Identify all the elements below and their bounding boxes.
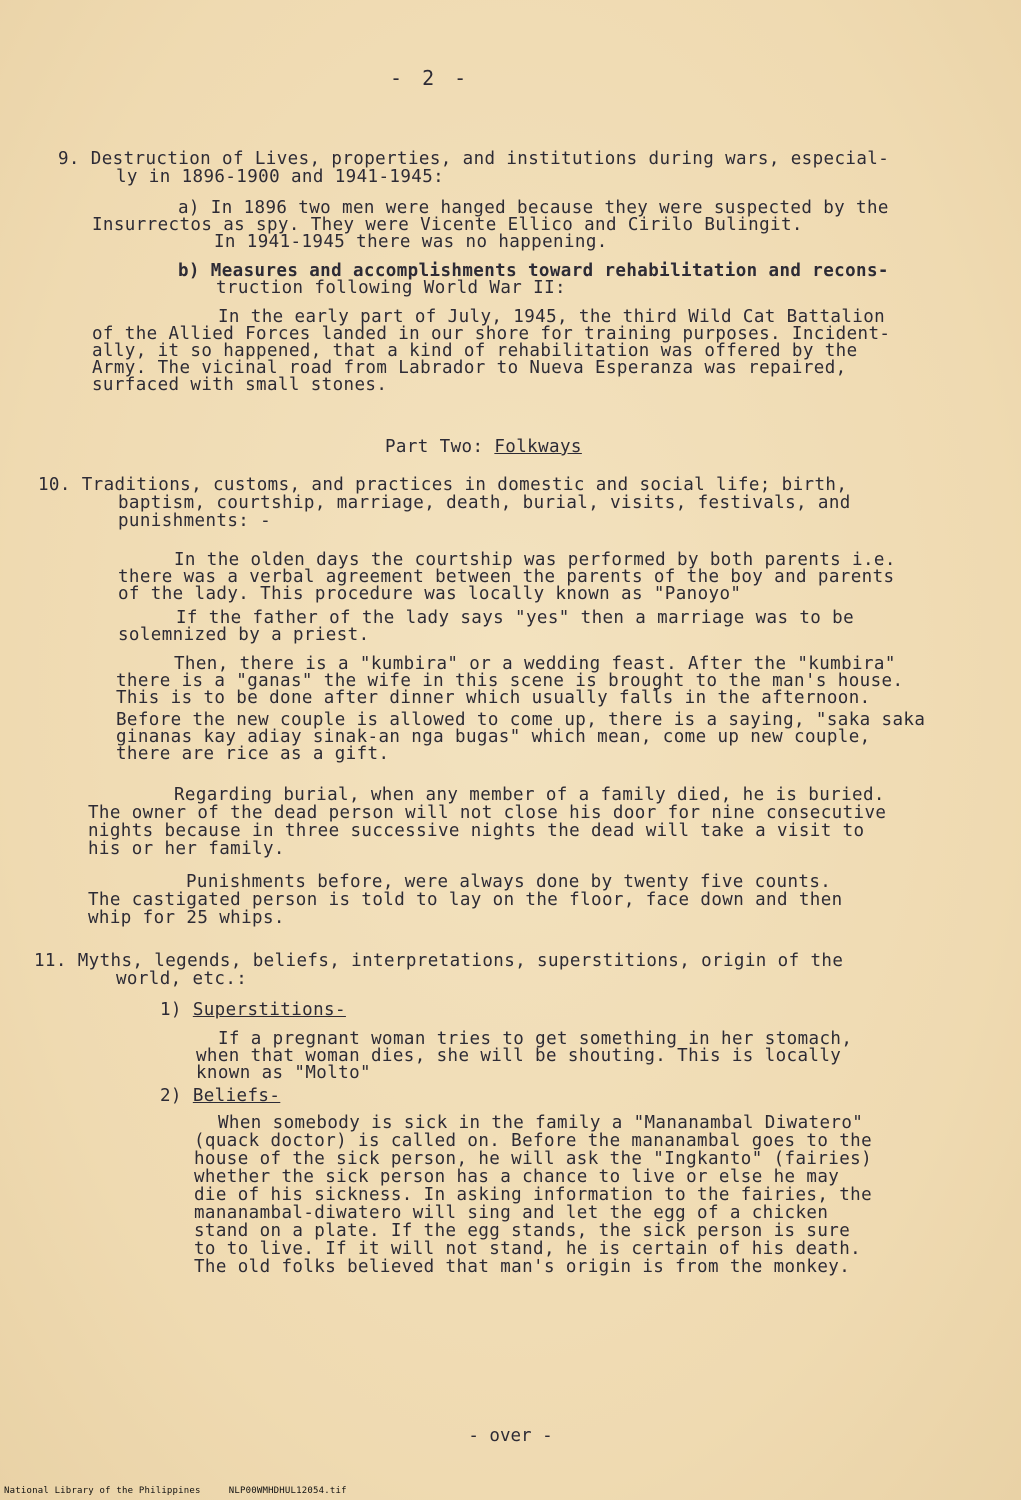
superstitions-title: Superstitions- (192, 1000, 346, 1020)
superstitions-line2: when that woman dies, she will be shouting. This is locally (196, 1046, 842, 1066)
section10-heading-line1: 10. Traditions, customs, and practices in domestic and social life; birth, (38, 475, 848, 495)
section9b-para-line4: Army. The vicinal road from Labrador to Nueva Esperanza was repaired, (92, 358, 847, 378)
beliefs-line9: The old folks believed that man's origin is from the monkey. (194, 1257, 851, 1277)
beliefs-line8: to to live. If it will not stand, he is certain of his death. (194, 1239, 862, 1259)
section9-heading-line2: ly in 1896-1900 and 1941-1945: (116, 167, 445, 187)
section9b-para-line1: In the early part of July, 1945, the third Wild Cat Battalion (218, 307, 886, 327)
archive-footer: National Library of the Philippines NLP00WMHDHUL12054.tif (4, 1486, 347, 1496)
beliefs-line2: (quack doctor) is called on. Before the mananambal goes to the (194, 1131, 873, 1151)
section10-p2-line3: This is to be done after dinner which usually falls in the afternoon. (116, 688, 871, 708)
section9b-para-line3: ally, it so happened, that a kind of rehabilitation was offered by the (92, 341, 858, 361)
section9a-line3: In 1941-1945 there was no happening. (214, 232, 608, 252)
section10-p2-line6: there are rice as a gift. (116, 744, 390, 764)
beliefs-line3: house of the sick person, he will ask the "Ingkanto" (fairies) (194, 1149, 873, 1169)
section9a-line1: a) In 1896 two men were hanged because they were suspected by the (178, 198, 889, 218)
section9a-line2: Insurrectos as spy. They were Vicente Ellico and Cirilo Bulingit. (92, 215, 803, 235)
section9b-para-line5: surfaced with small stones. (92, 375, 388, 395)
section10-p1-line1: In the olden days the courtship was performed by both parents i.e. (174, 550, 896, 570)
superstitions-heading (160, 1001, 346, 1020)
beliefs-line4: whether the sick person has a chance to live or else he may (194, 1167, 840, 1187)
section9-heading-line1: 9. Destruction of Lives, properties, and institutions during wars, especial- (58, 149, 890, 169)
superstitions-line1: If a pregnant woman tries to get something in her stomach, (218, 1029, 853, 1049)
beliefs-heading (160, 1087, 280, 1106)
section9b-heading-line2: truction following World War II: (216, 278, 566, 298)
section10-p4-line2: The castigated person is told to lay on the floor, face down and then (88, 890, 843, 910)
over-marker: - over - (468, 1426, 553, 1446)
superstitions-line3: known as "Molto" (196, 1063, 371, 1083)
beliefs-title: Beliefs- (192, 1086, 281, 1106)
section9b-heading-line1: b) Measures and accomplishments toward rehabilitation and recons- (178, 261, 889, 281)
section10-p3-line1: Regarding burial, when any member of a family died, he is buried. (174, 785, 885, 805)
page-number: - 2 - (390, 66, 471, 90)
section10-p4-line3: whip for 25 whips. (88, 908, 285, 928)
section11-heading-line2: world, etc.: (116, 969, 248, 989)
section10-p2-line2: there is a "ganas" the wife in this scene is brought to the man's house. (116, 671, 904, 691)
part-two-title: Folkways (494, 437, 582, 457)
beliefs-line1: When somebody is sick in the family a "Mananambal Diwatero" (218, 1113, 864, 1133)
section10-p2-line5: ginanas kay adiay sinak-an nga bugas" which mean, come up new couple, (116, 727, 871, 747)
section10-p3-line3: nights because in three successive nights the dead will take a visit to (88, 821, 865, 841)
section9b-para-line2: of the Allied Forces landed in our shore for training purposes. Incident- (92, 324, 891, 344)
section10-heading-line2: baptism, courtship, marriage, death, burial, visits, festivals, and (118, 493, 851, 513)
section10-p3-line4: his or her family. (88, 839, 285, 859)
section10-p2-line4: Before the new couple is allowed to come up, there is a saying, "saka saka (116, 710, 926, 730)
section10-p4-line1: Punishments before, were always done by twenty five counts. (186, 872, 832, 892)
section10-p1-line2: there was a verbal agreement between the parents of the boy and parents (118, 567, 895, 587)
part-two-heading (385, 438, 582, 457)
superstitions-number: 1) (160, 1000, 193, 1020)
section10-p1-line4: If the father of the lady says "yes" then a marriage was to be (176, 608, 855, 628)
beliefs-line7: stand on a plate. If the egg stands, the sick person is sure (194, 1221, 851, 1241)
beliefs-line5: die of his sickness. In asking information to the fairies, the (194, 1185, 873, 1205)
beliefs-number: 2) (160, 1086, 193, 1106)
section10-p3-line2: The owner of the dead person will not close his door for nine consecutive (88, 803, 887, 823)
section11-heading-line1: 11. Myths, legends, beliefs, interpretations, superstitions, origin of the (34, 951, 844, 971)
section10-p1-line5: solemnized by a priest. (118, 625, 370, 645)
beliefs-line6: mananambal-diwatero will sing and let the egg of a chicken (194, 1203, 829, 1223)
section10-p2-line1: Then, there is a "kumbira" or a wedding feast. After the "kumbira" (174, 654, 896, 674)
part-two-prefix: Part Two: (385, 437, 495, 457)
section10-heading-line3: punishments: - (118, 511, 272, 531)
section10-p1-line3: of the lady. This procedure was locally known as "Panoyo" (118, 584, 742, 604)
